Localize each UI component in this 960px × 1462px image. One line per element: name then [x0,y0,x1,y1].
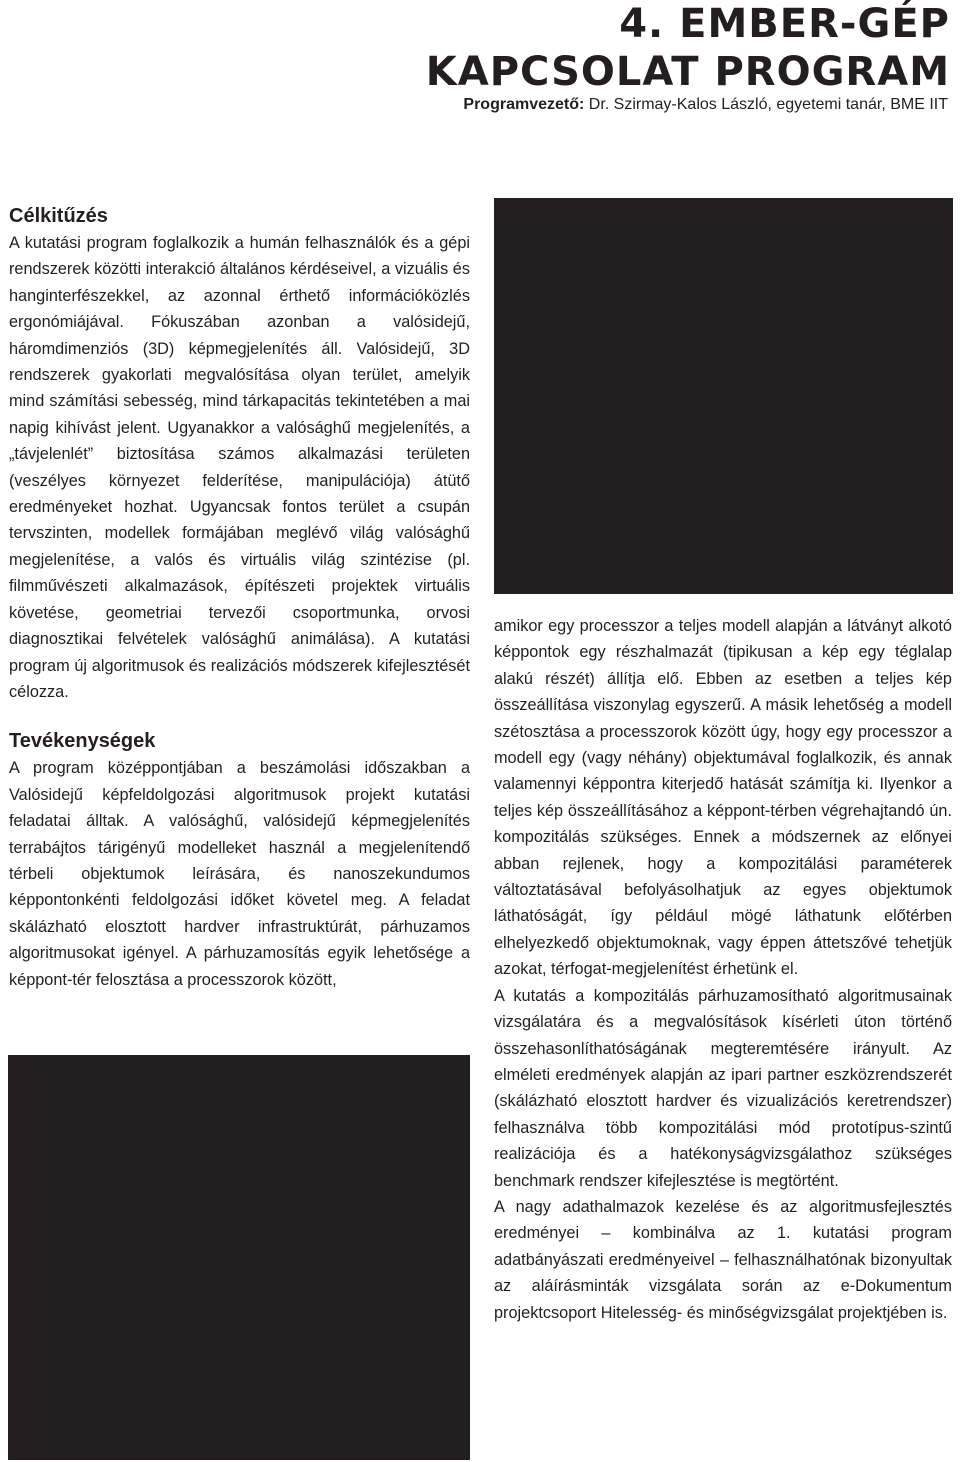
right-paragraph-3: A nagy adathalmazok kezelése és az algoritmusfejlesztés eredményei – kombinálva az 1. kutatási program adatbányászati eredményeivel – felhasználhatónak bizonyultak az aláírásminták vizsgálata során az e-Dokumentum projektcsoport Hitelesség- és minőségvizsgálat projektjében is. [494,1197,952,1322]
activities-heading: Tevékenységek [9,730,156,753]
right-paragraph-2: A kutatás a kompozitálás párhuzamosítható algoritmusainak vizsgálatára és a megvalósítások kísérleti úton történő összehasonlíthatóságának megteremtésére irányult. Az elméleti eredmények alapján az ipari partner eszközrendszerét (skálázható elosztott hardver és vizualizációs keretrendszer) felhasználva több kompozitálási mód prototípus-szintű realizációja és a hatékonyságvizsgálathoz szükséges benchmark rendszer kifejlesztése is megtörtént. [494,986,952,1190]
photo-bottom-left [8,1055,470,1460]
program-lead-label: Programvezető: [463,96,585,113]
program-lead [463,94,948,116]
right-column [494,613,952,1326]
goals-paragraph: A kutatási program foglalkozik a humán felhasználók és a gépi rendszerek közötti interakció általános kérdéseivel, a vizuális és hanginterfészekkel, az azonnal érthető információközlés ergonómiájával. Fókuszában azonban a valósidejű, háromdimenziós (3D) képmegjelenítés áll. Valósidejű, 3D rendszerek gyakorlati megvalósítása olyan terület, amelyik mind számítási sebesség, mind tárkapacitás tekintetében a mai napig kihívást jelent. Ugyanakkor a valósághű megjelenítés, a „távjelenlét” biztosítása számos alkalmazási területen (veszélyes környezet felderítése, manipulációja) átütő eredményeket hozhat. Ugyancsak fontos terület a csupán tervszinten, modellek formájában meglévő világ valósághű megjelenítése, a valós és virtuális világ szintézise (pl. filmművészeti alkalmazások, építészeti projektek virtuális követése, geometriai tervezői csoportmunka, orvosi diagnosztikai felvételek valósághű animálása). A kutatási program új algoritmusok és realizációs módszerek kifejlesztését célozza. [9,234,470,701]
title-line-2: KAPCSOLAT PROGRAM [425,49,950,95]
title-line-1: 4. EMBER-GÉP [619,1,950,47]
left-column [9,202,470,993]
photo-top-right [494,198,953,594]
right-paragraph-1: amikor egy processzor a teljes modell alapján a látványt alkotó képpontok egy részhalmazát (tipikusan a kép egy téglalap alakú részét) állítja elő. Ebben az esetben a teljes kép összeállítása viszonylag egyszerű. A másik lehetőség a modell szétosztása a processzorok között úgy, hogy egy processzor a modell egy (vagy néhány) objektumával foglalkozik, és annak valamennyi képpontra kiterjedő hatását számítja ki. Ilyenkor a teljes kép összeállításához a képpont-térben végrehajtandó ún. kompozitálás szükséges. Ennek a módszernek az előnyei abban rejlenek, hogy a kompozitálási paraméterek változtatásával befolyásolhatjuk az egyes objektumok láthatóságát, így például mögé láthatunk előtérben elhelyezkedő objektumoknak, vagy éppen áttetszővé tehetjük azokat, térfogat-megjelenítést érhetünk el. [494,617,952,979]
program-lead-value: Dr. Szirmay-Kalos László, egyetemi tanár, BME IIT [584,96,948,113]
page-title [426,0,950,96]
activities-paragraph: A program középpontjában a beszámolási időszakban a Valósidejű képfeldolgozási algoritmusok projekt kutatási feladatai álltak. A valósághű, valósidejű képmegjelenítés terrabájtos tárigényű modelleket használ a megjelenítendő térbeli objektumok leírására, és nanoszekundumos képpontonkénti feldolgozási időket követel meg. A feladat skálázható elosztott hardver infrastruktúrát, párhuzamos algoritmusokat igényel. A párhuzamosítás egyik lehetősége a képpont-tér felosztása a processzorok között, [9,759,470,989]
goals-heading: Célkitűzés [9,205,108,227]
